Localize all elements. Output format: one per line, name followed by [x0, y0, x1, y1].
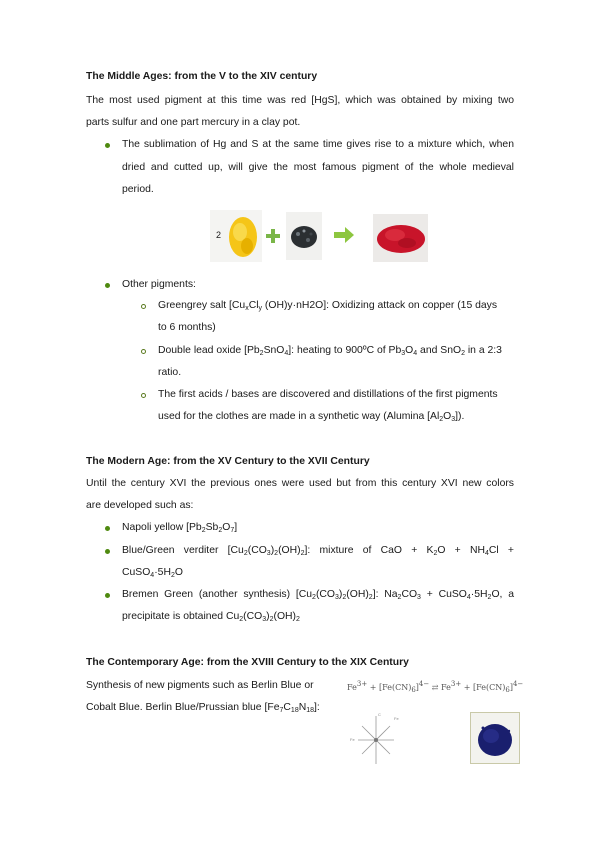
sub-list-item-line: ratio. — [158, 367, 182, 378]
cinnabar-image — [373, 214, 428, 262]
structure-label: C — [378, 712, 381, 717]
heading-contemporary-age: The Contemporary Age: from the XVIII Century to the XIX Century — [86, 657, 409, 668]
heading-modern-age: The Modern Age: from the XV Century to the XVII Century — [86, 456, 370, 467]
bullet-icon — [105, 283, 110, 288]
list-item-line: $CuSO_4\cdot 5H_2O$ — [122, 567, 183, 579]
paragraph-line: parts sulfur and one part mercury in a clay pot. — [86, 117, 301, 128]
structure-label: Fe — [394, 716, 399, 721]
list-item-line: Blue/Green verditer $[Cu_2(CO_3)_2(OH)_2]$: mixture of CaO + $K_2O + NH_4Cl$ + — [122, 545, 514, 557]
heading-middle-ages: The Middle Ages: from the V to the XIV century — [86, 71, 318, 82]
list-item-line: Other pigments: — [122, 279, 196, 290]
pigment-reaction-figure — [210, 210, 429, 264]
paragraph-line: Cobalt Blue. Berlin Blue/Prussian blue $[Fe_7C_{18}N_{18}]$: — [86, 702, 320, 714]
bullet-icon — [105, 593, 110, 598]
list-item-line: Napoli yellow $[Pb_2Sb_2O_7]$ — [122, 522, 238, 534]
list-item-line: dried and cutted up, will give the most famous pigment of the whole medieval — [122, 162, 514, 173]
arrow-right-icon — [334, 227, 354, 243]
sub-bullet-icon — [141, 393, 146, 398]
sulfur-image — [210, 210, 262, 262]
list-item-line: The sublimation of Hg and S at the same time gives rise to a mixture which, when — [122, 139, 514, 150]
bullet-icon — [105, 526, 110, 531]
sub-list-item-line: used for the clothes are made in a synthetic way (Alumina $[Al_2O_3]$). — [158, 411, 465, 423]
sub-bullet-icon — [141, 304, 146, 309]
list-item-line: period. — [122, 184, 154, 195]
sub-bullet-icon — [141, 349, 146, 354]
sub-list-item-line: Double lead oxide $[Pb_2SnO_4]$: heating to 900ºC of $Pb_3O_4$ and SnO$_2$ in a 2:3 — [158, 345, 502, 357]
mercury-image — [286, 212, 322, 260]
paragraph-line: The most used pigment at this time was red [HgS], which was obtained by mixing two — [86, 95, 514, 106]
paragraph-line: are developed such as: — [86, 500, 194, 511]
list-item-line: precipitate is obtained $Cu_2(CO_3)_2(OH)_2$ — [122, 611, 300, 623]
octahedral-structure-diagram — [350, 712, 402, 768]
structure-label: Fe — [350, 737, 355, 742]
bullet-icon — [105, 143, 110, 148]
sub-list-item-line: to 6 months) — [158, 322, 216, 333]
prussian-blue-equation: $Fe^{3+} + [Fe(CN)_6]^{4-}$ ⇄ $Fe^{3+} + [Fe(CN)_6]^{4-}$ — [347, 680, 524, 694]
plus-icon — [265, 228, 281, 244]
coefficient-label: 2 — [216, 230, 222, 240]
bullet-icon — [105, 549, 110, 554]
sub-list-item-line: The first acids / bases are discovered and distillations of the first pigments — [158, 389, 498, 400]
paragraph-line: Until the century XVI the previous ones were used but from this century XVI new colors — [86, 478, 514, 489]
paragraph-line: Synthesis of new pigments such as Berlin Blue or — [86, 680, 314, 691]
sub-list-item-line: Greengrey salt [$Cu_xCl_y$ (OH)y·nH2O]: Oxidizing attack on copper (15 days — [158, 300, 498, 312]
list-item-line: Bremen Green (another synthesis) $[Cu_2(CO_3)_2(OH)_2]$: $Na_2CO_3$ + $CuSO_4\cdot 5H_2O$, a — [122, 589, 514, 601]
prussian-blue-image — [470, 712, 520, 764]
